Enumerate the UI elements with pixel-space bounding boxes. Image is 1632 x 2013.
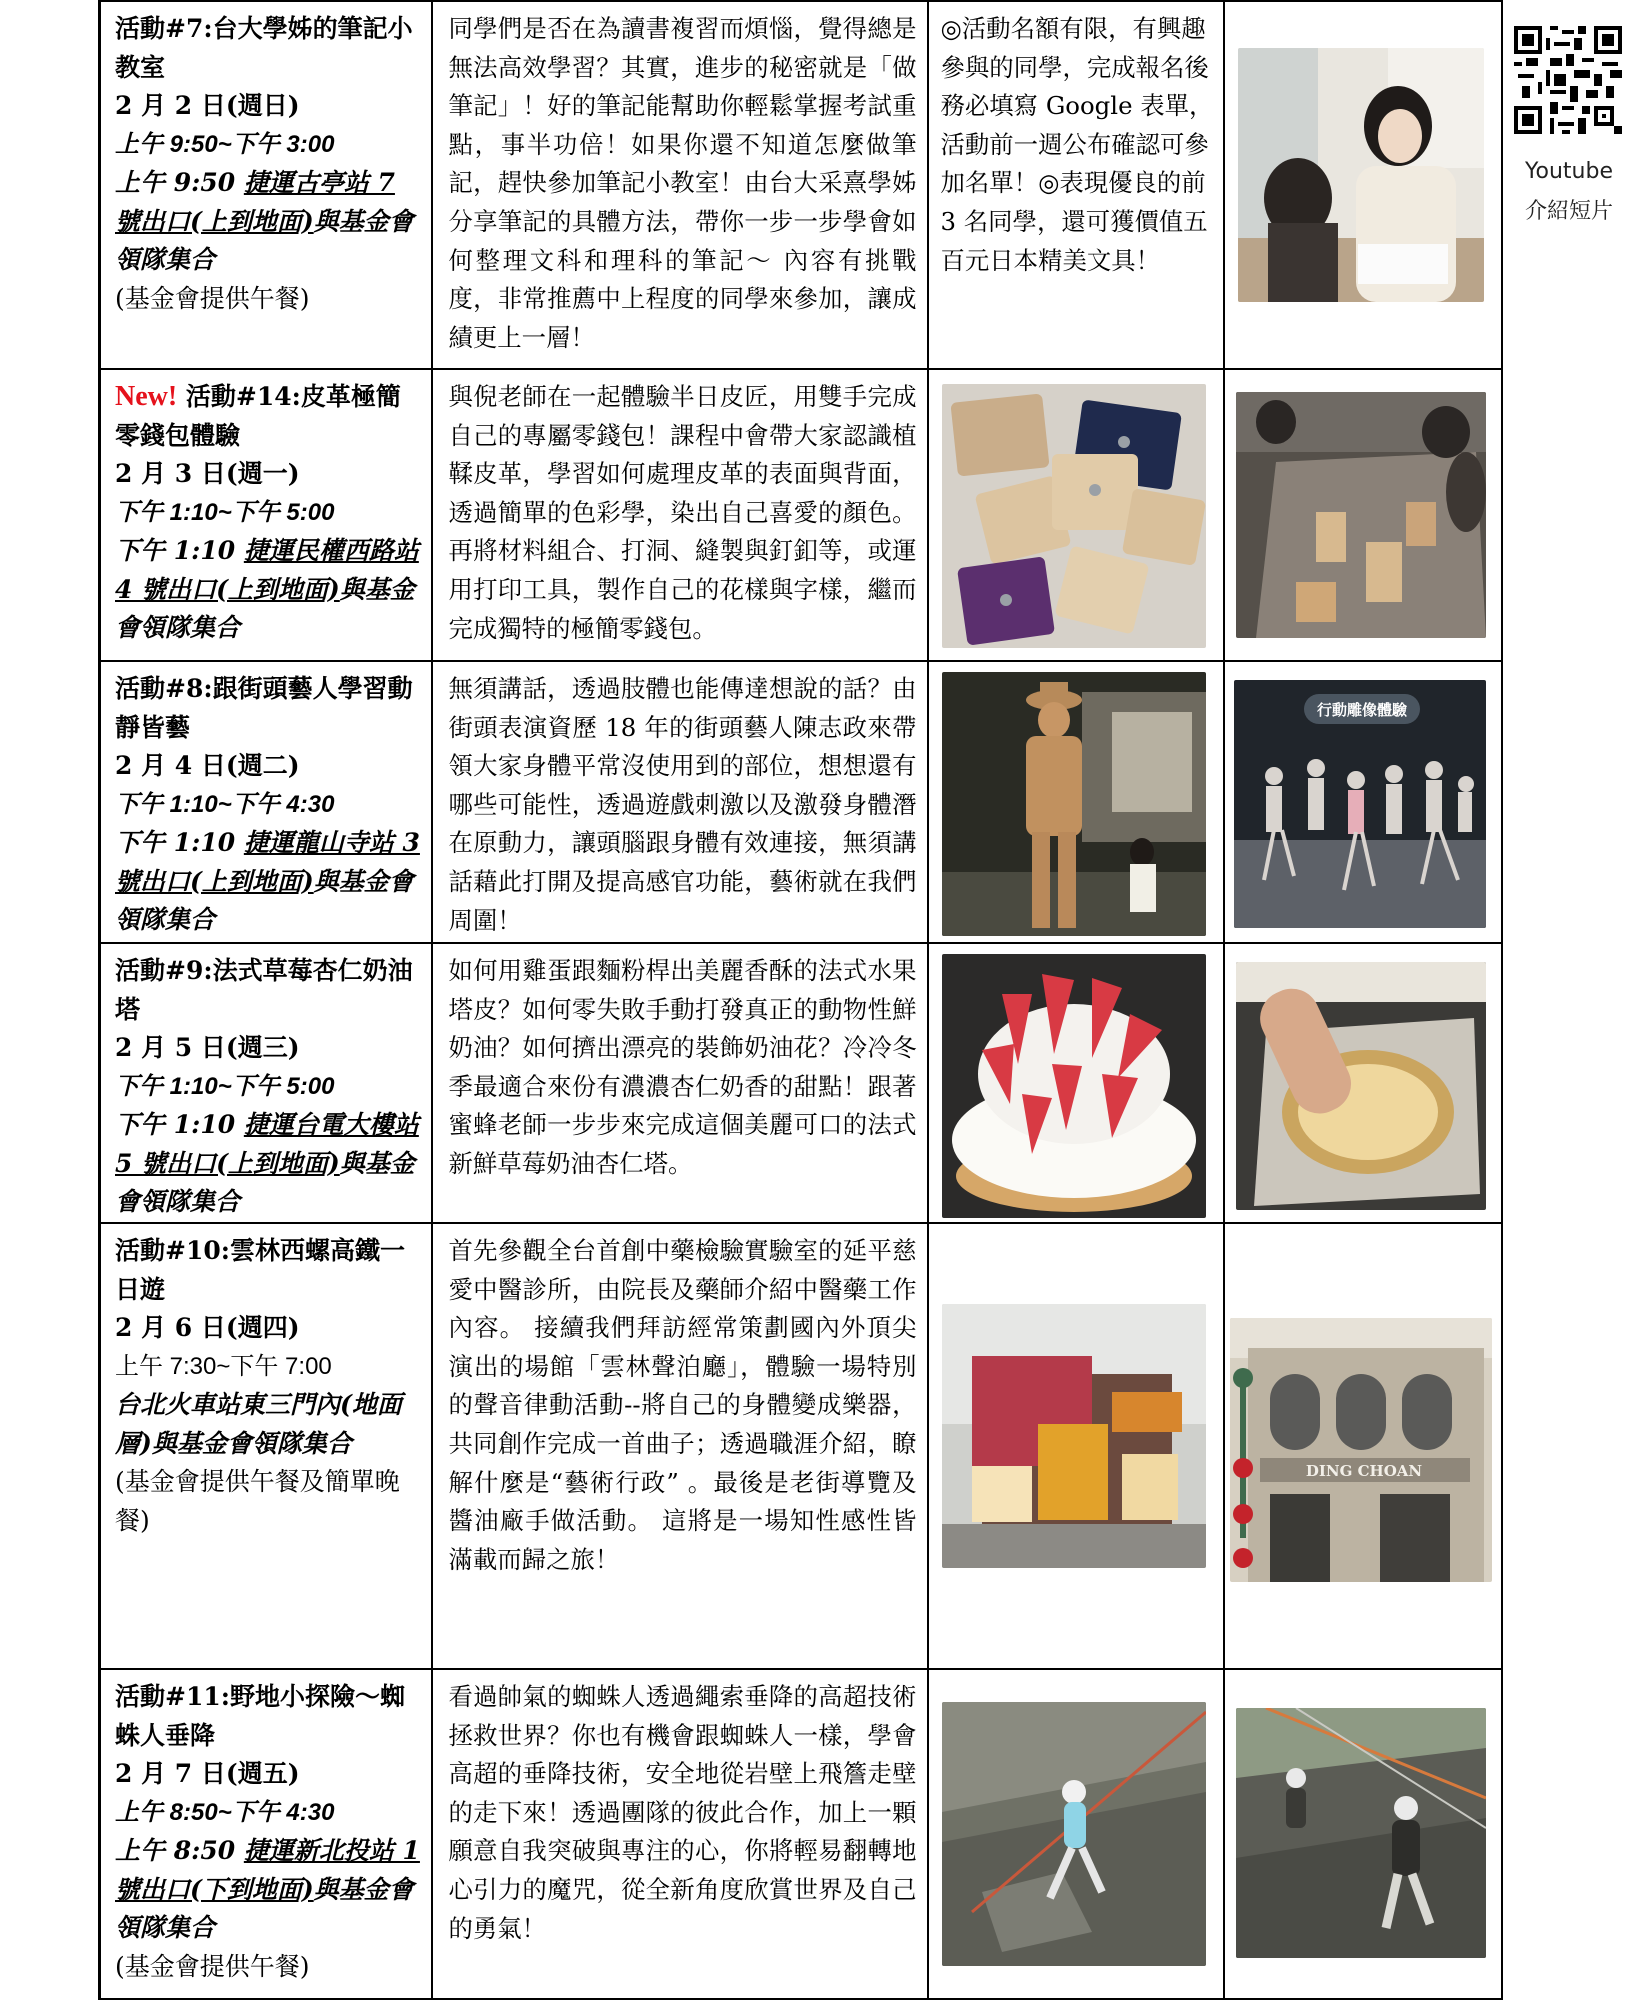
activity-title: 活動#10:雲林西螺高鐵一日遊 — [115, 1236, 405, 1304]
strawberry-tart-photo — [942, 954, 1206, 1218]
activity-description: 同學們是否在為讀書複習而煩惱，覺得總是無法高效學習？其實，進步的秘密就是「做筆記」！好的筆記能幫助你輕鬆掌握考試重點，事半功倍！如果你還不知道怎麼做筆記，趕快參加筆記小教室！由台大采熹學姊分享筆記的具體方法，帶你一步一步學會如何整理文科和理科的筆記～ 內容有挑戰度，非常推薦中上程度的同學來參加，讓成績更上一層！ — [448, 14, 917, 352]
activity-description-cell — [432, 943, 928, 1223]
activity-note: (基金會提供午餐) — [115, 283, 310, 313]
modern-building-photo — [942, 1304, 1206, 1568]
activity-description-cell — [432, 369, 928, 661]
meeting-point: 下午 1:10 捷運台電大樓站 5 號出口(上到地面)與基金會領隊集合 — [115, 1110, 419, 1216]
meeting-point: 上午 8:50 捷運新北投站 1 號出口(下到地面)與基金會領隊集合 — [115, 1836, 420, 1942]
activity-description: 與倪老師在一起體驗半日皮匠，用雙手完成自己的專屬零錢包！課程中會帶大家認識植鞣皮革，學習如何處理皮革的表面與背面，透過簡單的色彩學，染出自己喜愛的顏色。再將材料組合、打洞、縫製與釘釦等，或運用打印工具，製作自己的花樣與字樣，繼而完成獨特的極簡零錢包。 — [448, 382, 917, 643]
activity-title: 活動#8:跟街頭藝人學習動靜皆藝 — [115, 674, 413, 742]
activity-date: 2 月 5 日(週三) — [115, 1033, 300, 1062]
activity-date: 2 月 6 日(週四) — [115, 1313, 300, 1342]
qr-caption-intro: 介紹短片 — [1524, 199, 1613, 224]
activity-info-cell — [100, 369, 432, 661]
activity-description-cell — [432, 661, 928, 943]
activity-time: 上午 8:50~下午 4:30 — [115, 1798, 335, 1826]
activity-note: (基金會提供午餐) — [115, 1951, 310, 1981]
stage-group-photo — [1234, 680, 1486, 928]
activity-date: 2 月 2 日(週日) — [115, 91, 300, 120]
activity-note: (基金會提供午餐及簡單晚餐) — [115, 1467, 400, 1535]
qr-caption — [1514, 152, 1624, 232]
rappelling-photo-2 — [1236, 1708, 1486, 1958]
activity-description: 首先參觀全台首創中藥檢驗實驗室的延平慈愛中醫診所，由院長及藥師介紹中醫藥工作內容。 接續我們拜訪經常策劃國內外頂尖演出的場館「雲林聲泊廳」，體驗一場特別的聲音律動活動--將自己的身體變成樂器，共同創作完成一首曲子；透過職涯介紹，瞭解什麼是“藝術行政” 。最後是老街導覽及醬油廠手做活動。 這將是一場知性感性皆滿載而歸之旅！ — [448, 1236, 917, 1574]
youtube-qr-code[interactable] — [1514, 26, 1622, 134]
activity-description-cell — [432, 1223, 928, 1669]
activity-date: 2 月 3 日(週一) — [115, 459, 300, 488]
meeting-point: 台北火車站東三門內(地面層)與基金會領隊集合 — [115, 1390, 402, 1458]
activity-description: 如何用雞蛋跟麵粉桿出美麗香酥的法式水果塔皮？如何零失敗手動打發真正的動物性鮮奶油？如何擠出漂亮的裝飾奶油花？冷冷冬季最適合來份有濃濃杏仁奶香的甜點！跟著蜜蜂老師一步步來完成這個美麗可口的法式新鮮草莓奶油杏仁塔。 — [448, 956, 917, 1178]
activity-title: 活動#11:野地小探險～蜘蛛人垂降 — [115, 1682, 405, 1750]
tart-crust-photo — [1236, 962, 1486, 1210]
meeting-point: 下午 1:10 捷運龍山寺站 3 號出口(上到地面)與基金會領隊集合 — [115, 828, 420, 934]
activity-info-cell — [100, 1223, 432, 1669]
photo-caption-label: 行動雕像體驗 — [1316, 701, 1408, 719]
new-badge: New! — [115, 381, 178, 412]
activity-description: 無須講話，透過肢體也能傳達想說的話？由街頭表演資歷 18 年的街頭藝人陳志政來帶領大家身體平常沒使用到的部位，想想還有哪些可能性，透過遊戲刺激以及激發身體潛在原動力，讓頭腦跟身體有效連接，無須講話藉此打開及提高感官功能，藝術就在我們周圍！ — [448, 674, 917, 935]
street-performer-photo — [942, 672, 1206, 936]
activity-remark: ◎活動名額有限，有興趣參與的同學，完成報名後務必填寫 Google 表單，活動前一週公布確認可參加名單！◎表現優良的前 3 名同學，還可獲價值五百元日本精美文具！ — [940, 14, 1214, 275]
leather-workshop-photo — [1236, 392, 1486, 638]
activity-info-cell — [100, 1669, 432, 1999]
activity-info-cell — [100, 1, 432, 369]
activity-date: 2 月 4 日(週二) — [115, 751, 300, 780]
meeting-point: 上午 9:50 捷運古亭站 7 號出口(上到地面)與基金會領隊集合 — [115, 168, 414, 274]
activity-description-cell — [432, 1, 928, 369]
activity-title: New! 活動#14:皮革極簡零錢包體驗 — [115, 381, 401, 450]
activity-remark-cell — [928, 1, 1224, 369]
qr-caption-youtube: Youtube — [1525, 159, 1613, 184]
activity-date: 2 月 7 日(週五) — [115, 1759, 300, 1788]
meeting-point: 下午 1:10 捷運民權西路站 4 號出口(上到地面)與基金會領隊集合 — [115, 536, 419, 642]
study-session-photo — [1238, 48, 1484, 302]
activity-title: 活動#9:法式草莓杏仁奶油塔 — [115, 956, 413, 1024]
activity-time: 下午 1:10~下午 5:00 — [115, 498, 335, 526]
activity-time: 下午 1:10~下午 5:00 — [115, 1072, 335, 1100]
activity-time: 上午 7:30~下午 7:00 — [115, 1352, 332, 1380]
activity-time: 上午 9:50~下午 3:00 — [115, 130, 335, 158]
activity-title: 活動#7:台大學姊的筆記小教室 — [115, 14, 413, 82]
rappelling-photo-1 — [942, 1702, 1206, 1966]
building-sign-text: DING CHOAN — [1305, 1462, 1423, 1480]
activity-description: 看過帥氣的蜘蛛人透過繩索垂降的高超技術拯救世界？你也有機會跟蜘蛛人一樣，學會高超的垂降技術，安全地從岩壁上飛簷走壁的走下來！透過團隊的彼此合作，加上一顆願意自我突破與專注的心，你將輕易翻轉地心引力的魔咒，從全新角度欣賞世界及自己的勇氣！ — [448, 1682, 917, 1943]
activity-info-cell — [100, 661, 432, 943]
activity-time: 下午 1:10~下午 4:30 — [115, 790, 335, 818]
old-street-building-photo — [1230, 1318, 1492, 1582]
activity-description-cell — [432, 1669, 928, 1999]
activity-info-cell — [100, 943, 432, 1223]
leather-purse-photo — [942, 384, 1206, 648]
